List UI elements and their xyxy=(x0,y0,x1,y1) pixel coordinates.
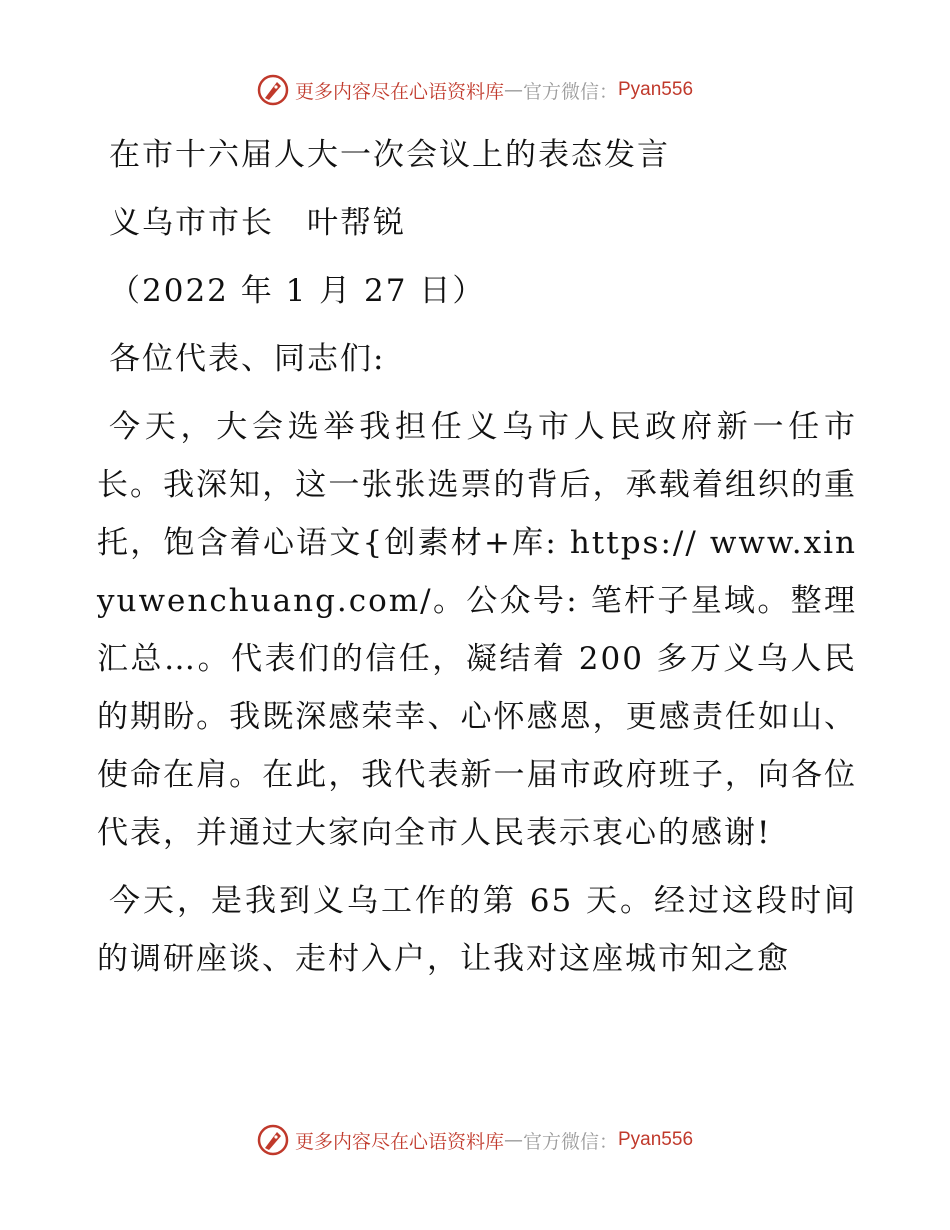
pen-nib-logo-icon xyxy=(257,74,289,106)
footer-wechat-label: 官方微信： xyxy=(522,1130,618,1153)
document-author: 义乌市市长 叶帮锐 xyxy=(109,205,406,241)
footer-promo-text: 更多内容尽在心语资料库 xyxy=(294,1130,504,1153)
document-date: （2022 年 1 月 27 日） xyxy=(109,273,486,309)
document-body xyxy=(97,120,857,988)
document-title: 在市十六届人大一次会议上的表态发言 xyxy=(109,137,670,173)
footer-dash: — xyxy=(503,1129,523,1151)
footer-wechat-id: Pyan556 xyxy=(618,1129,694,1150)
footer-banner xyxy=(0,1120,950,1160)
document-paragraph: 今天，是我到义乌工作的第 65 天。经过这段时间的调研座谈、走村入户，让我对这座城市知之愈 xyxy=(97,883,857,977)
header-dash: — xyxy=(503,79,523,101)
header-promo-text: 更多内容尽在心语资料库 xyxy=(294,80,504,103)
header-banner xyxy=(0,70,950,110)
document-salutation: 各位代表、同志们: xyxy=(109,341,386,377)
pen-nib-logo-icon xyxy=(257,1124,289,1156)
header-wechat-label: 官方微信： xyxy=(522,80,618,103)
document-paragraph: 今天，大会选举我担任义乌市人民政府新一任市长。我深知，这一张张选票的背后，承载着组织的重托，饱含着心语文{创素材+库: https:// www.xinyuwenchuang.com/。公众号: 笔杆子星域。整理汇总…。代表们的信任，凝结着 200 多万义乌人民的期盼。我既深感荣幸、心怀感恩，更感责任如山、使命在肩。在此，我代表新一届市政府班子，向各位代表，并通过大家向全市人民表示衷心的感谢! xyxy=(97,409,857,851)
header-wechat-id: Pyan556 xyxy=(618,79,694,100)
